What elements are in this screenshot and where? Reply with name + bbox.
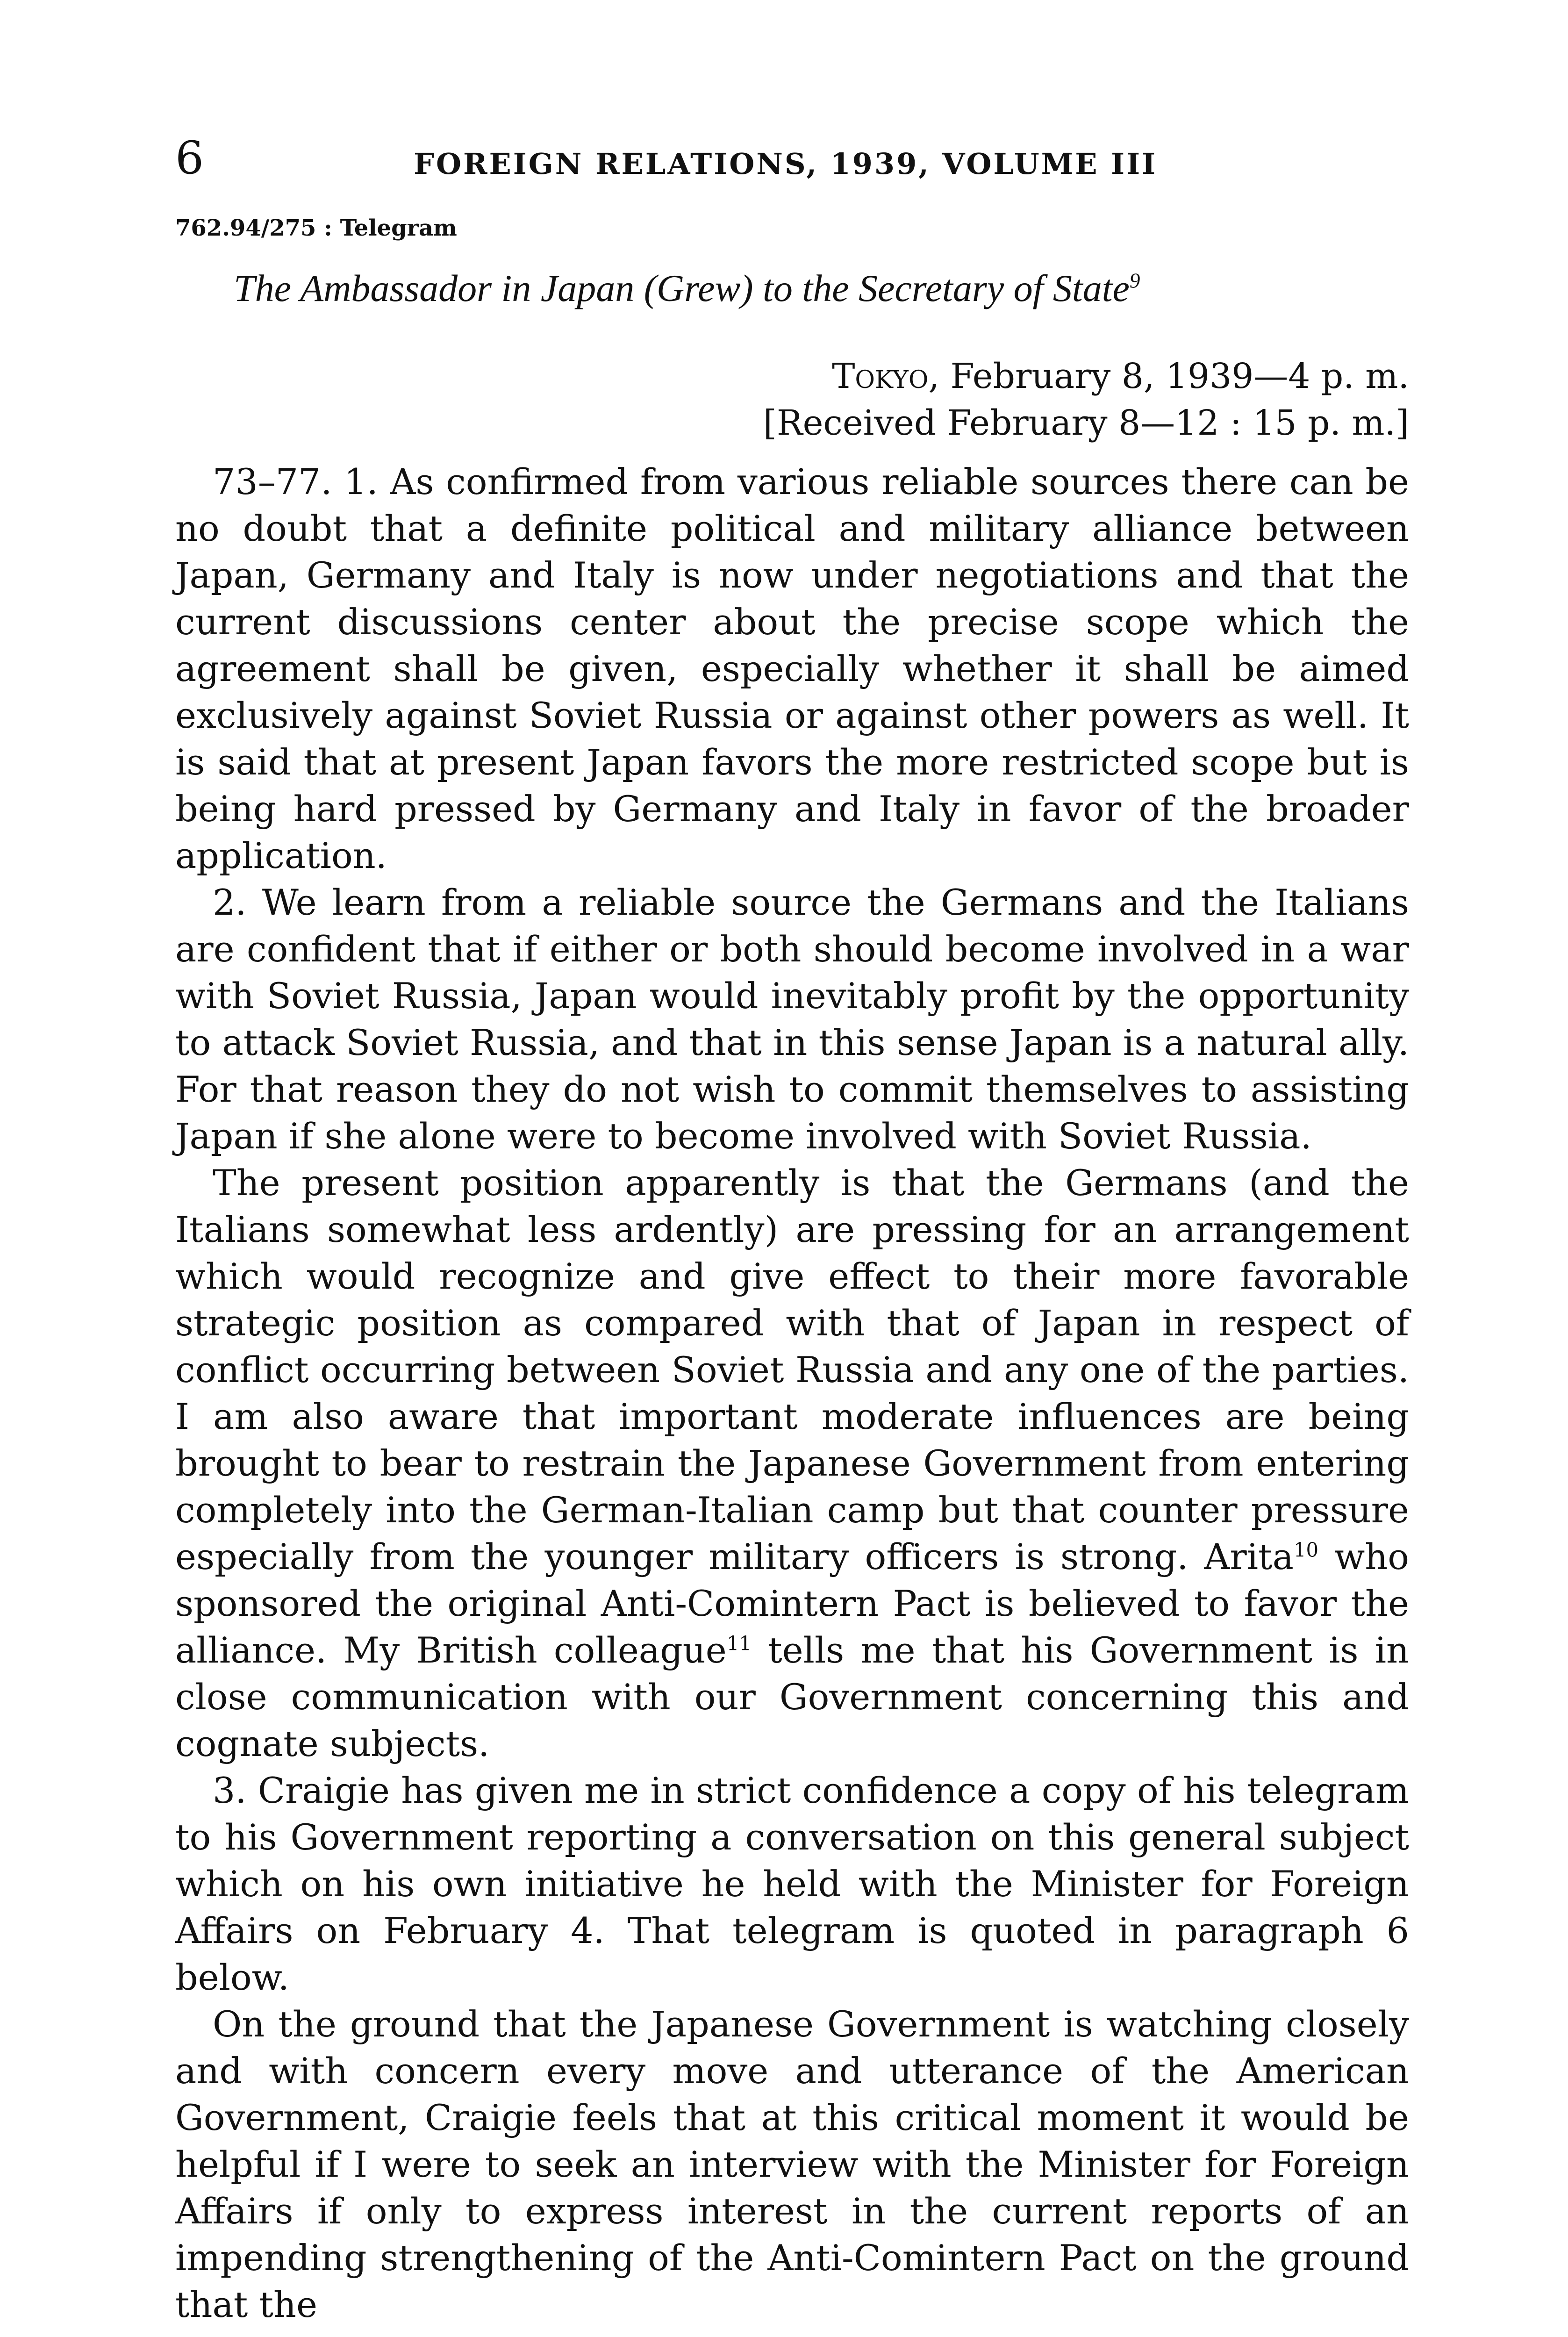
- footnote-ref-11: 11: [726, 1632, 752, 1655]
- telegram-body: [175, 459, 1409, 2328]
- paragraph-3: [175, 1160, 1409, 1767]
- footnote-ref-9: 9: [1129, 269, 1140, 293]
- running-head: [175, 132, 1409, 206]
- sent-date: , February 8, 1939—4 p. m.: [928, 356, 1409, 396]
- paragraph-1: 73–77. 1. As confirmed from various reliable sources there can be no doubt that a definite political and military alliance between Japan, Germany and Italy is now under negotiations and that the current discussions center about the precise scope which the agreement shall be given, especially whether it shall be aimed exclusively against Soviet Russia or against other powers as well. It is said that at present Japan favors the more restricted scope but is being hard pressed by Germany and Italy in favor of the broader application.: [175, 460, 1409, 876]
- sent-line: [175, 353, 1409, 400]
- title-pre: The Ambassador in Japan (: [234, 266, 657, 309]
- paragraph-2: 2. We learn from a reliable source the Germans and the Italians are confident that if either or both should become involved in a war with Soviet Russia, Japan would inevitably profit by the opportunity to attack Soviet Russia, and that in this sense Japan is a natural ally. For that reason they do not wish to commit themselves to assisting Japan if she alone were to become involved with Soviet Russia.: [175, 881, 1409, 1157]
- paragraph-3-a: The present position apparently is that the Germans (and the Italians somewhat less ardently) are pressing for an arrangement which would recognize and give effect to their more favorable strategic position as compared with that of Japan in respect of conflict occurring between Soviet Russia and any one of the parties. I am also aware that important moderate influences are being brought to bear to restrain the Japanese Government from entering completely into the German-Italian camp but that counter pressure especially from the younger military officers is strong. Arita: [175, 1161, 1409, 1577]
- paragraph-5: On the ground that the Japanese Government is watching closely and with concern every move and utterance of the American Government, Craigie feels that at this critical moment it would be helpful if I were to seek an interview with the Minister for Foreign Affairs if only to express interest in the current reports of an impending strengthening of the Anti-Comintern Pact on the ground that the: [175, 2003, 1409, 2325]
- paragraph-3-b: who sponsored the original Anti-Comintern Pact is believed to favor the alliance. My British colleague: [175, 1535, 1409, 1671]
- paragraph-4: 3. Craigie has given me in strict confidence a copy of his telegram to his Government reporting a conversation on this general subject which on his own initiative he held with the Minister for Foreign Affairs on February 4. That telegram is quoted in paragraph 6 below.: [175, 1769, 1409, 1998]
- running-title: FOREIGN RELATIONS, 1939, VOLUME III: [414, 147, 1158, 181]
- paragraph-3-c: tells me that his Government is in close communication with our Government concerning this and cognate subjects.: [175, 1629, 1409, 1764]
- footnote-ref-10: 10: [1293, 1538, 1319, 1562]
- document-title: [234, 265, 1409, 311]
- title-post: ) to the Secretary of State: [740, 266, 1130, 309]
- place: Tokyo: [832, 356, 929, 396]
- page-number: 6: [175, 132, 204, 184]
- file-reference: 762.94/275 : Telegram: [175, 215, 457, 241]
- document-page: [175, 132, 1409, 2337]
- title-name: Grew: [657, 266, 741, 309]
- dateline: [175, 353, 1409, 447]
- received-line: [Received February 8—12 : 15 p. m.]: [763, 402, 1409, 443]
